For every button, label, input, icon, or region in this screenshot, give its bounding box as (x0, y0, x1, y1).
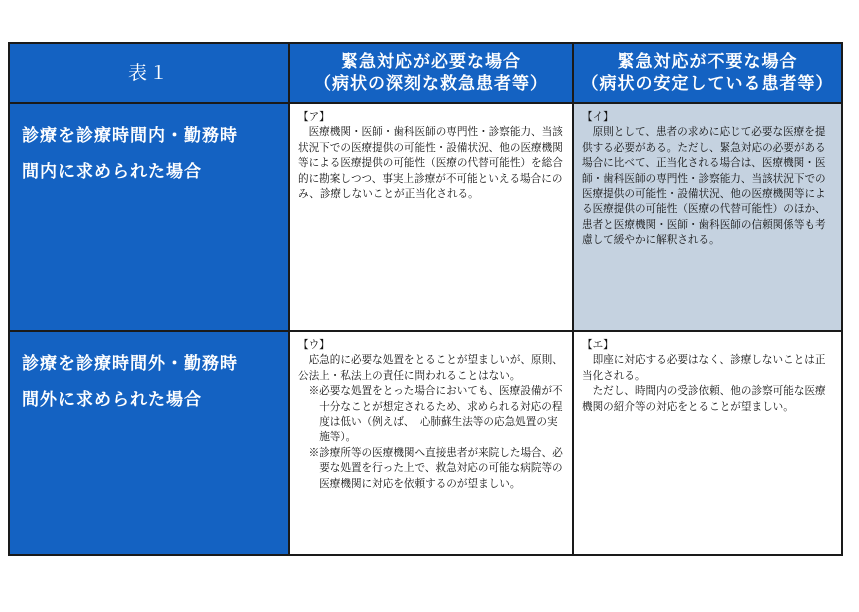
cell-a-paragraph: 医療機関・医師・歯科医師の専門性・診察能力、当該状況下での医療提供の可能性・設備状況、他の医療機関等による医療提供の可能性（医療の代替可能性）を総合的に勘案しつつ、事実上診療が不可能といえる場合にのみ、診療しないことが正当化される。 (298, 126, 563, 201)
cell-u-paragraph: 応急的に必要な処置をとることが望ましいが、原則、公法上・私法上の責任に問われることはない。 (298, 354, 563, 382)
table-title (10, 44, 288, 102)
column-header-urgent-line1: 緊急対応が必要な場合 (341, 52, 521, 72)
cell-u-note-2: ※診療所等の医療機関へ直接患者が来院した場合、必要な処置を行った上で、救急対応の可能な病院等の医療機関に対応を依頼するのが望ましい。 (308, 446, 563, 490)
row-header-within-hours-line1: 診療を診療時間内・勤務時 (22, 126, 238, 146)
cell-a (290, 104, 572, 330)
row-header-within-hours-line2: 間内に求められた場合 (22, 162, 202, 182)
column-header-non-urgent (574, 44, 841, 102)
cell-e-tag: 【エ】 (582, 339, 614, 351)
cell-u (290, 332, 572, 554)
row-header-outside-hours (10, 332, 288, 554)
cell-i (574, 104, 841, 330)
cell-e-paragraph-1: 即座に対応する必要はなく、診療しないことは正当化される。 (582, 354, 826, 382)
row-header-outside-hours-line2: 間外に求められた場合 (22, 390, 202, 410)
row-header-within-hours (10, 104, 288, 330)
column-header-non-urgent-line1: 緊急対応が不要な場合 (617, 52, 798, 72)
column-header-urgent (290, 44, 572, 102)
cell-e-paragraph-2: ただし、時間内の受診依頼、他の診察可能な医療機関の紹介等の対応をとることが望ましい。 (582, 385, 826, 413)
column-header-urgent-line2: （病状の深刻な救急患者等） (314, 74, 548, 94)
cell-u-note-1: ※必要な処置をとった場合においても、医療設備が不十分なことが想定されるため、求められる対応の程度は低い（例えば、 心肺蘇生法等の応急処置の実施等）。 (308, 385, 563, 444)
cell-i-paragraph: 原則として、患者の求めに応じて必要な医療を提供する必要がある。ただし、緊急対応の必要がある場合に比べて、正当化される場合は、医療機関・医師・歯科医師の専門性・診察能力、当該状況下での医療提供の可能性・設備状況、他の医療機関等による医療提供の可能性（医療の代替可能性）のほか、患者と医療機関・医師・歯科医師の信頼関係等も考慮して緩やかに解釈される。 (582, 126, 826, 247)
cell-u-tag: 【ウ】 (298, 339, 330, 351)
cell-e (574, 332, 841, 554)
row-header-outside-hours-line1: 診療を診療時間外・勤務時 (22, 354, 238, 374)
cell-i-tag: 【イ】 (582, 111, 614, 123)
obligation-table (8, 42, 843, 556)
cell-a-tag: 【ア】 (298, 111, 330, 123)
table-title-text: 表１ (127, 62, 170, 84)
column-header-non-urgent-line2: （病状の安定している患者等） (581, 74, 834, 94)
